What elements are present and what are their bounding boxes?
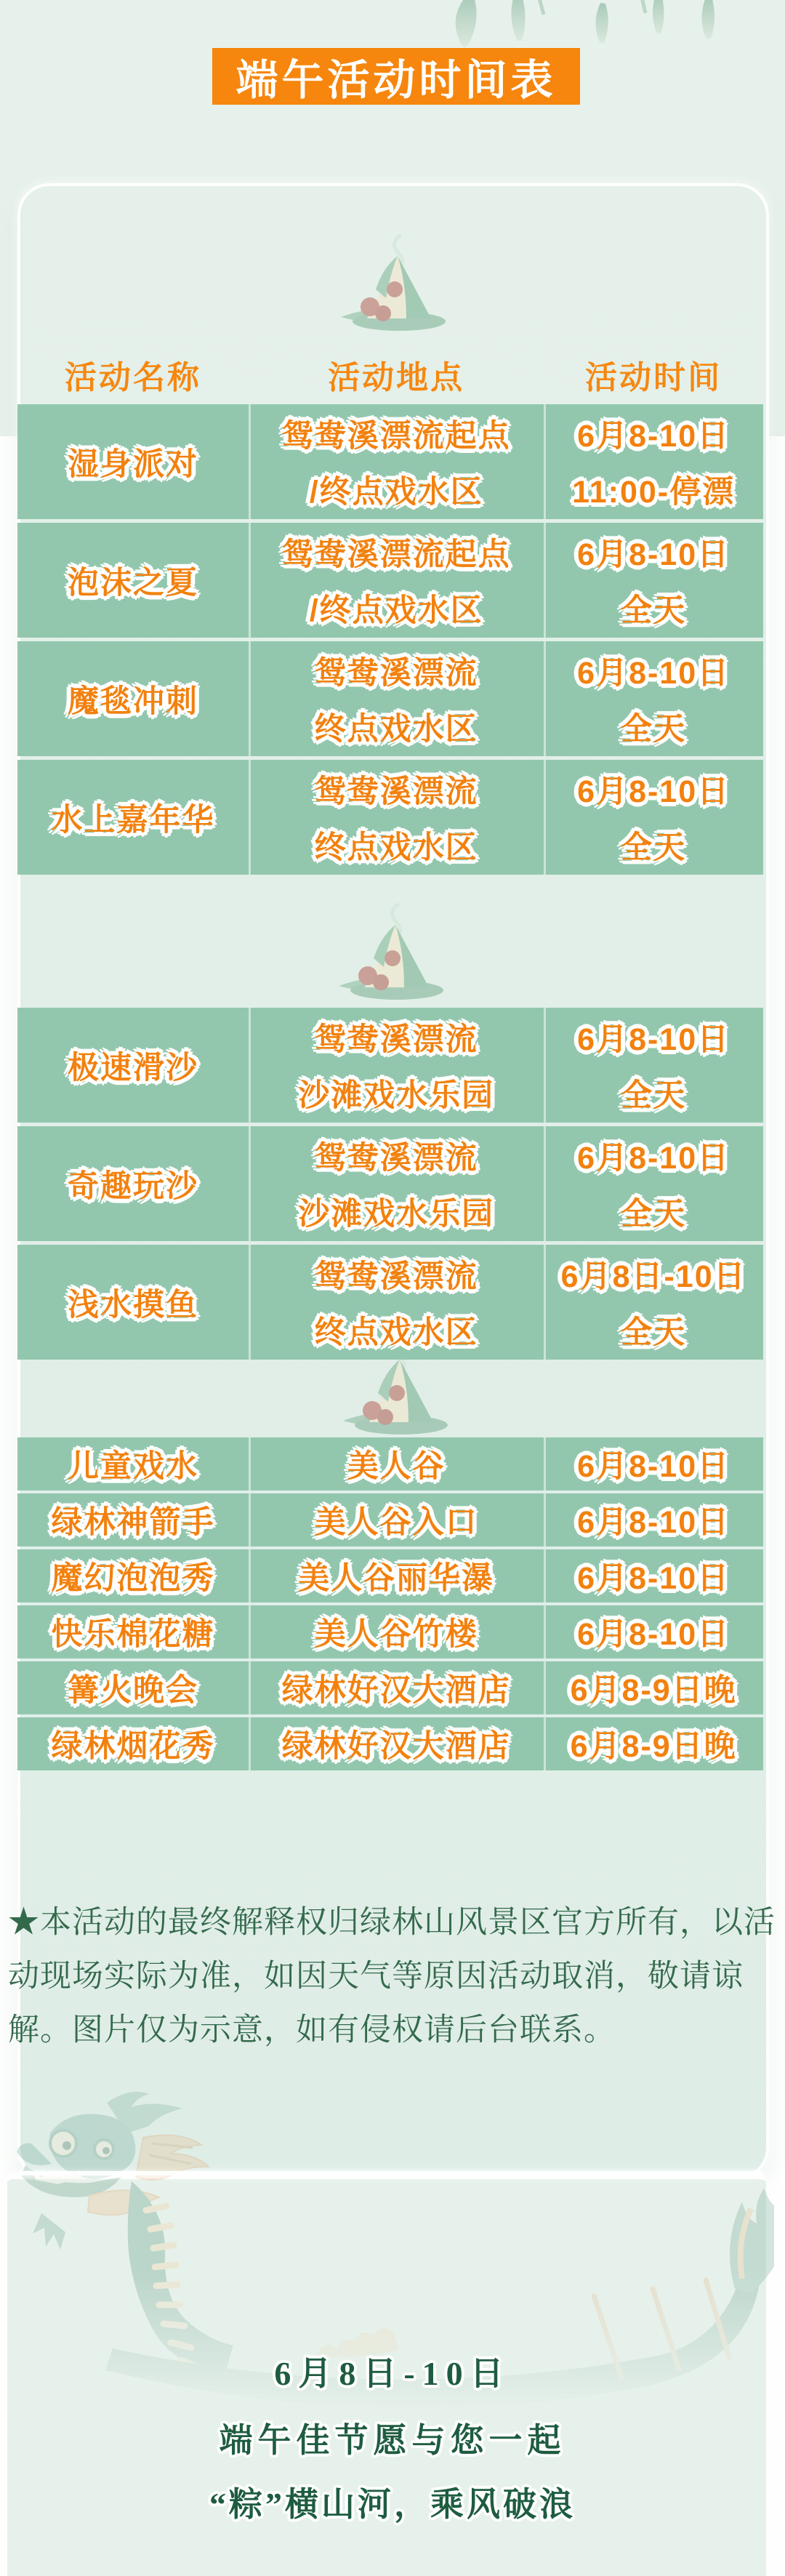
activity-time [544, 1437, 763, 1490]
cell-line: 鸳鸯溪漂流起点 [281, 419, 511, 454]
activity-place [249, 760, 544, 875]
activity-time [544, 1008, 763, 1123]
activity-place [249, 1605, 544, 1658]
footer-greeting: 端午佳节愿与您一起 [219, 2422, 566, 2459]
cell-line: 6月8-10日 [577, 1617, 730, 1652]
cell-line: 全天 [621, 593, 687, 628]
cell-line: 魔幻泡泡秀 [51, 1561, 215, 1596]
cell-line: 全天 [621, 1197, 687, 1232]
activity-place [249, 1717, 544, 1770]
table-row [17, 1661, 763, 1714]
activity-place [249, 1126, 544, 1241]
activity-name [17, 1245, 249, 1360]
activity-place [249, 641, 544, 756]
footer-slogan-line: “粽”横山河，乘风破浪 [209, 2486, 576, 2523]
table-row [17, 523, 763, 638]
activity-name [17, 1717, 249, 1770]
cell-line: 鸳鸯溪漂流 [314, 656, 478, 691]
cell-line: 绿林神箭手 [51, 1505, 215, 1540]
footer-dates: 6月8日-10日 [274, 2355, 511, 2392]
cell-line: 6月8-10日 [577, 1561, 730, 1596]
activity-name [17, 1661, 249, 1714]
activity-place [249, 523, 544, 638]
cell-line: 湿身派对 [68, 446, 199, 482]
activity-name [17, 1008, 249, 1123]
activity-name [17, 1437, 249, 1490]
activity-place [249, 1437, 544, 1490]
activity-name [17, 760, 249, 875]
cell-line: /终点戏水区 [309, 593, 483, 628]
cell-line: 全天 [621, 712, 687, 747]
cell-line: 终点戏水区 [314, 712, 478, 747]
cell-line: 全天 [621, 1078, 687, 1113]
table-row [17, 1717, 763, 1770]
table-row [17, 1008, 763, 1123]
column-header-activity-place: 活动地点 [328, 360, 465, 396]
table-row [17, 1493, 763, 1546]
activity-name [17, 1549, 249, 1602]
cell-line: 鸳鸯溪漂流 [314, 1022, 478, 1057]
cell-line: 快乐棉花糖 [51, 1617, 215, 1652]
cell-line: 全天 [621, 1315, 687, 1350]
activity-name [17, 1493, 249, 1546]
cell-line: 绿林烟花秀 [51, 1729, 215, 1764]
cell-line: 浅水摸鱼 [68, 1287, 199, 1323]
activity-place [249, 1661, 544, 1714]
cell-line: 6月8-10日 [577, 1022, 730, 1057]
table-row [17, 1437, 763, 1490]
cell-line: 6月8-9日晚 [570, 1673, 737, 1708]
cell-line: 鸳鸯溪漂流 [314, 1259, 478, 1294]
cell-line: 鸳鸯溪漂流起点 [281, 537, 511, 572]
activity-time [544, 1493, 763, 1546]
cell-line: 6月8-10日 [577, 656, 730, 691]
cell-line: 篝火晚会 [68, 1673, 199, 1708]
table-row [17, 1605, 763, 1658]
activity-place [249, 1493, 544, 1546]
activity-place [249, 404, 544, 519]
cell-line: 6月8-10日 [577, 419, 730, 454]
cell-line: 美人谷 [347, 1449, 446, 1484]
cell-line: 6月8-10日 [577, 1505, 730, 1540]
cell-line: 绿林好汉大酒店 [281, 1673, 511, 1708]
cell-line: 魔毯冲刺 [68, 683, 199, 719]
cell-line: /终点戏水区 [309, 475, 483, 510]
activity-time [544, 1717, 763, 1770]
table-row [17, 1126, 763, 1241]
column-header-activity-name: 活动名称 [65, 360, 202, 396]
cell-line: 泡沫之夏 [68, 565, 199, 601]
zongzi-dumpling-icon [331, 231, 462, 340]
cell-line: 6月8-10日 [577, 774, 730, 809]
schedule-table-block-2 [17, 1008, 763, 1350]
cell-line: 美人谷入口 [314, 1505, 478, 1540]
cell-line: 美人谷竹楼 [314, 1617, 478, 1652]
cell-line: 儿童戏水 [68, 1449, 199, 1484]
activity-time [544, 523, 763, 638]
activity-time [544, 1245, 763, 1360]
card-bottom-edge [17, 2171, 763, 2175]
table-row [17, 1245, 763, 1360]
cell-line: 6月8-10日 [577, 1141, 730, 1176]
cell-line: 美人谷丽华瀑 [298, 1561, 495, 1596]
cell-line: 奇趣玩沙 [68, 1168, 199, 1204]
activity-time [544, 404, 763, 519]
footer-slogan [0, 2347, 785, 2526]
activity-place [249, 1008, 544, 1123]
cell-line: 全天 [621, 830, 687, 865]
column-header-activity-time: 活动时间 [585, 360, 722, 396]
activity-name [17, 1605, 249, 1658]
activity-time [544, 1549, 763, 1602]
activity-name [17, 1126, 249, 1241]
cell-line: 绿林好汉大酒店 [281, 1729, 511, 1764]
disclaimer-text: ★本活动的最终解释权归绿林山风景区官方所有，以活动现场实际为准，如因天气等原因活动取消，敬请谅解。图片仅为示意，如有侵权请后台联系。 [8, 1906, 776, 2047]
activity-time [544, 1661, 763, 1714]
cell-line: 6月8-9日晚 [570, 1729, 737, 1764]
zongzi-dumpling-icon [329, 900, 459, 1009]
activity-name [17, 404, 249, 519]
activity-time [544, 1605, 763, 1658]
table-row [17, 760, 763, 875]
cell-line: 沙滩戏水乐园 [298, 1197, 495, 1232]
cell-line: 沙滩戏水乐园 [298, 1078, 495, 1113]
title-banner [212, 48, 580, 105]
activity-time [544, 1126, 763, 1241]
cell-line: 终点戏水区 [314, 1315, 478, 1350]
cell-line: 6月8-10日 [577, 1449, 730, 1484]
cell-line: 6月8日-10日 [560, 1259, 746, 1294]
activity-time [544, 641, 763, 756]
cell-line: 鸳鸯溪漂流 [314, 1141, 478, 1176]
activity-place [249, 1549, 544, 1602]
schedule-table-block-3 [17, 1437, 763, 1770]
table-row [17, 641, 763, 756]
cell-line: 极速滑沙 [68, 1050, 199, 1086]
activity-name [17, 641, 249, 756]
table-row [17, 1549, 763, 1602]
cell-line: 鸳鸯溪漂流 [314, 774, 478, 809]
table-row [17, 404, 763, 519]
table-header-row [17, 346, 763, 403]
cell-line: 6月8-10日 [577, 537, 730, 572]
schedule-table-block-1 [17, 404, 763, 865]
cell-line: 11:00-停漂 [572, 475, 736, 510]
cell-line: 终点戏水区 [314, 830, 478, 865]
activity-name [17, 523, 249, 638]
activity-place [249, 1245, 544, 1360]
page-title: 端午活动时间表 [236, 57, 557, 104]
cell-line: 水上嘉年华 [51, 802, 215, 838]
activity-time [544, 760, 763, 875]
